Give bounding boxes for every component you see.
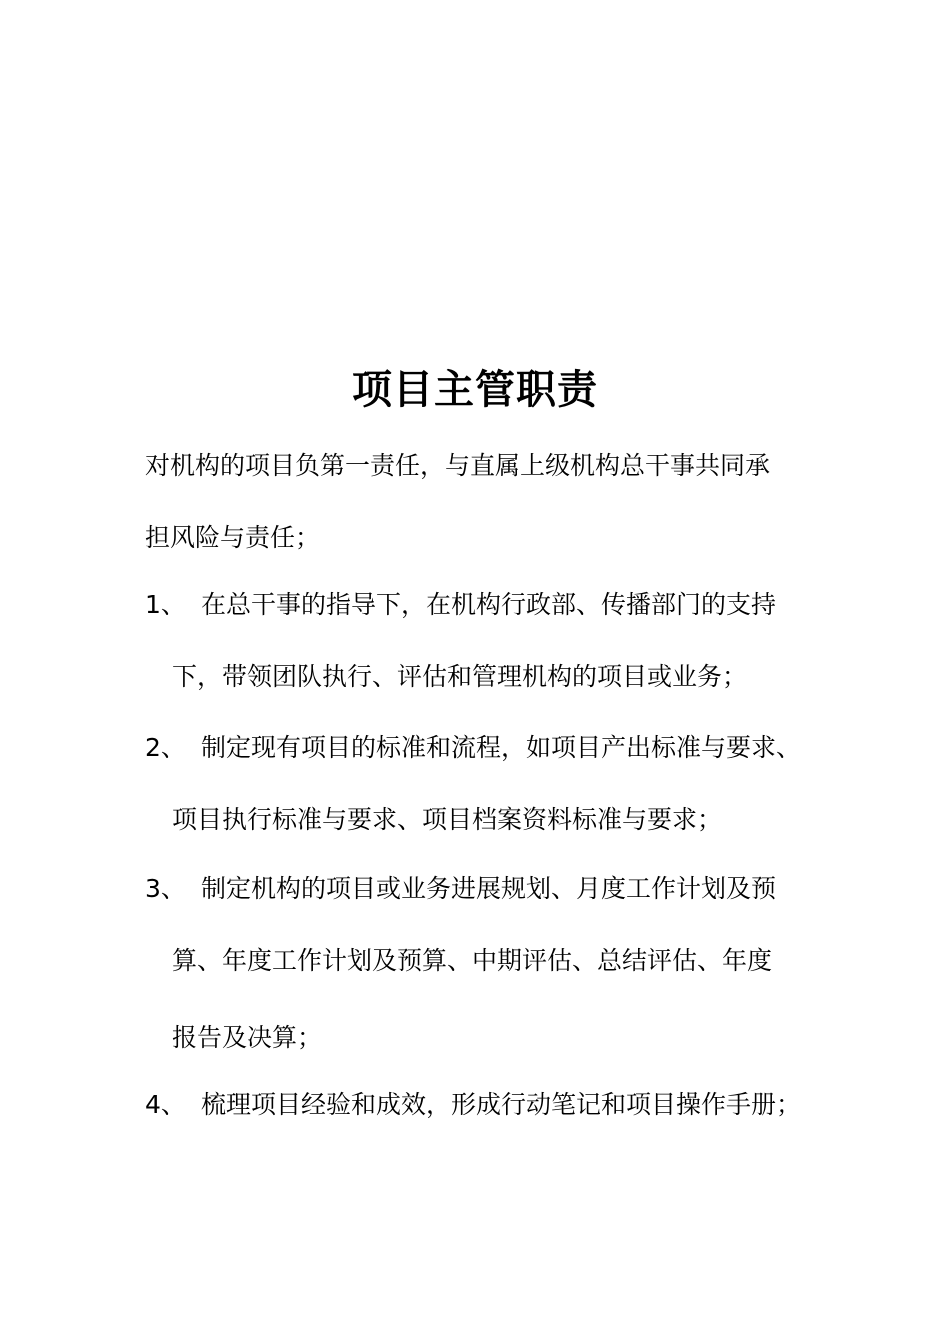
item-3-number: 3、 <box>145 874 186 903</box>
item-1-number: 1、 <box>145 590 186 619</box>
item-2-number: 2、 <box>145 733 186 762</box>
intro-line-1: 对机构的项目负第一责任，与直属上级机构总干事共同承 <box>145 451 771 480</box>
item-4-number: 4、 <box>145 1090 186 1119</box>
item-1-line-2: 下，带领团队执行、评估和管理机构的项目或业务； <box>172 662 748 691</box>
item-2-line-1: 制定现有项目的标准和流程，如项目产出标准与要求、 <box>201 733 802 762</box>
item-3-line-3: 报告及决算； <box>172 1023 323 1052</box>
item-3-line-1: 制定机构的项目或业务进展规划、月度工作计划及预 <box>201 874 777 903</box>
item-1-line-1: 在总干事的指导下，在机构行政部、传播部门的支持 <box>201 590 777 619</box>
intro-line-2: 担风险与责任； <box>145 523 321 552</box>
item-4-line-1: 梳理项目经验和成效，形成行动笔记和项目操作手册； <box>201 1090 802 1119</box>
page-title: 项目主管职责 <box>352 367 598 413</box>
item-2-line-2: 项目执行标准与要求、项目档案资料标准与要求； <box>172 805 723 834</box>
item-3-line-2: 算、年度工作计划及预算、中期评估、总结评估、年度 <box>172 946 773 975</box>
